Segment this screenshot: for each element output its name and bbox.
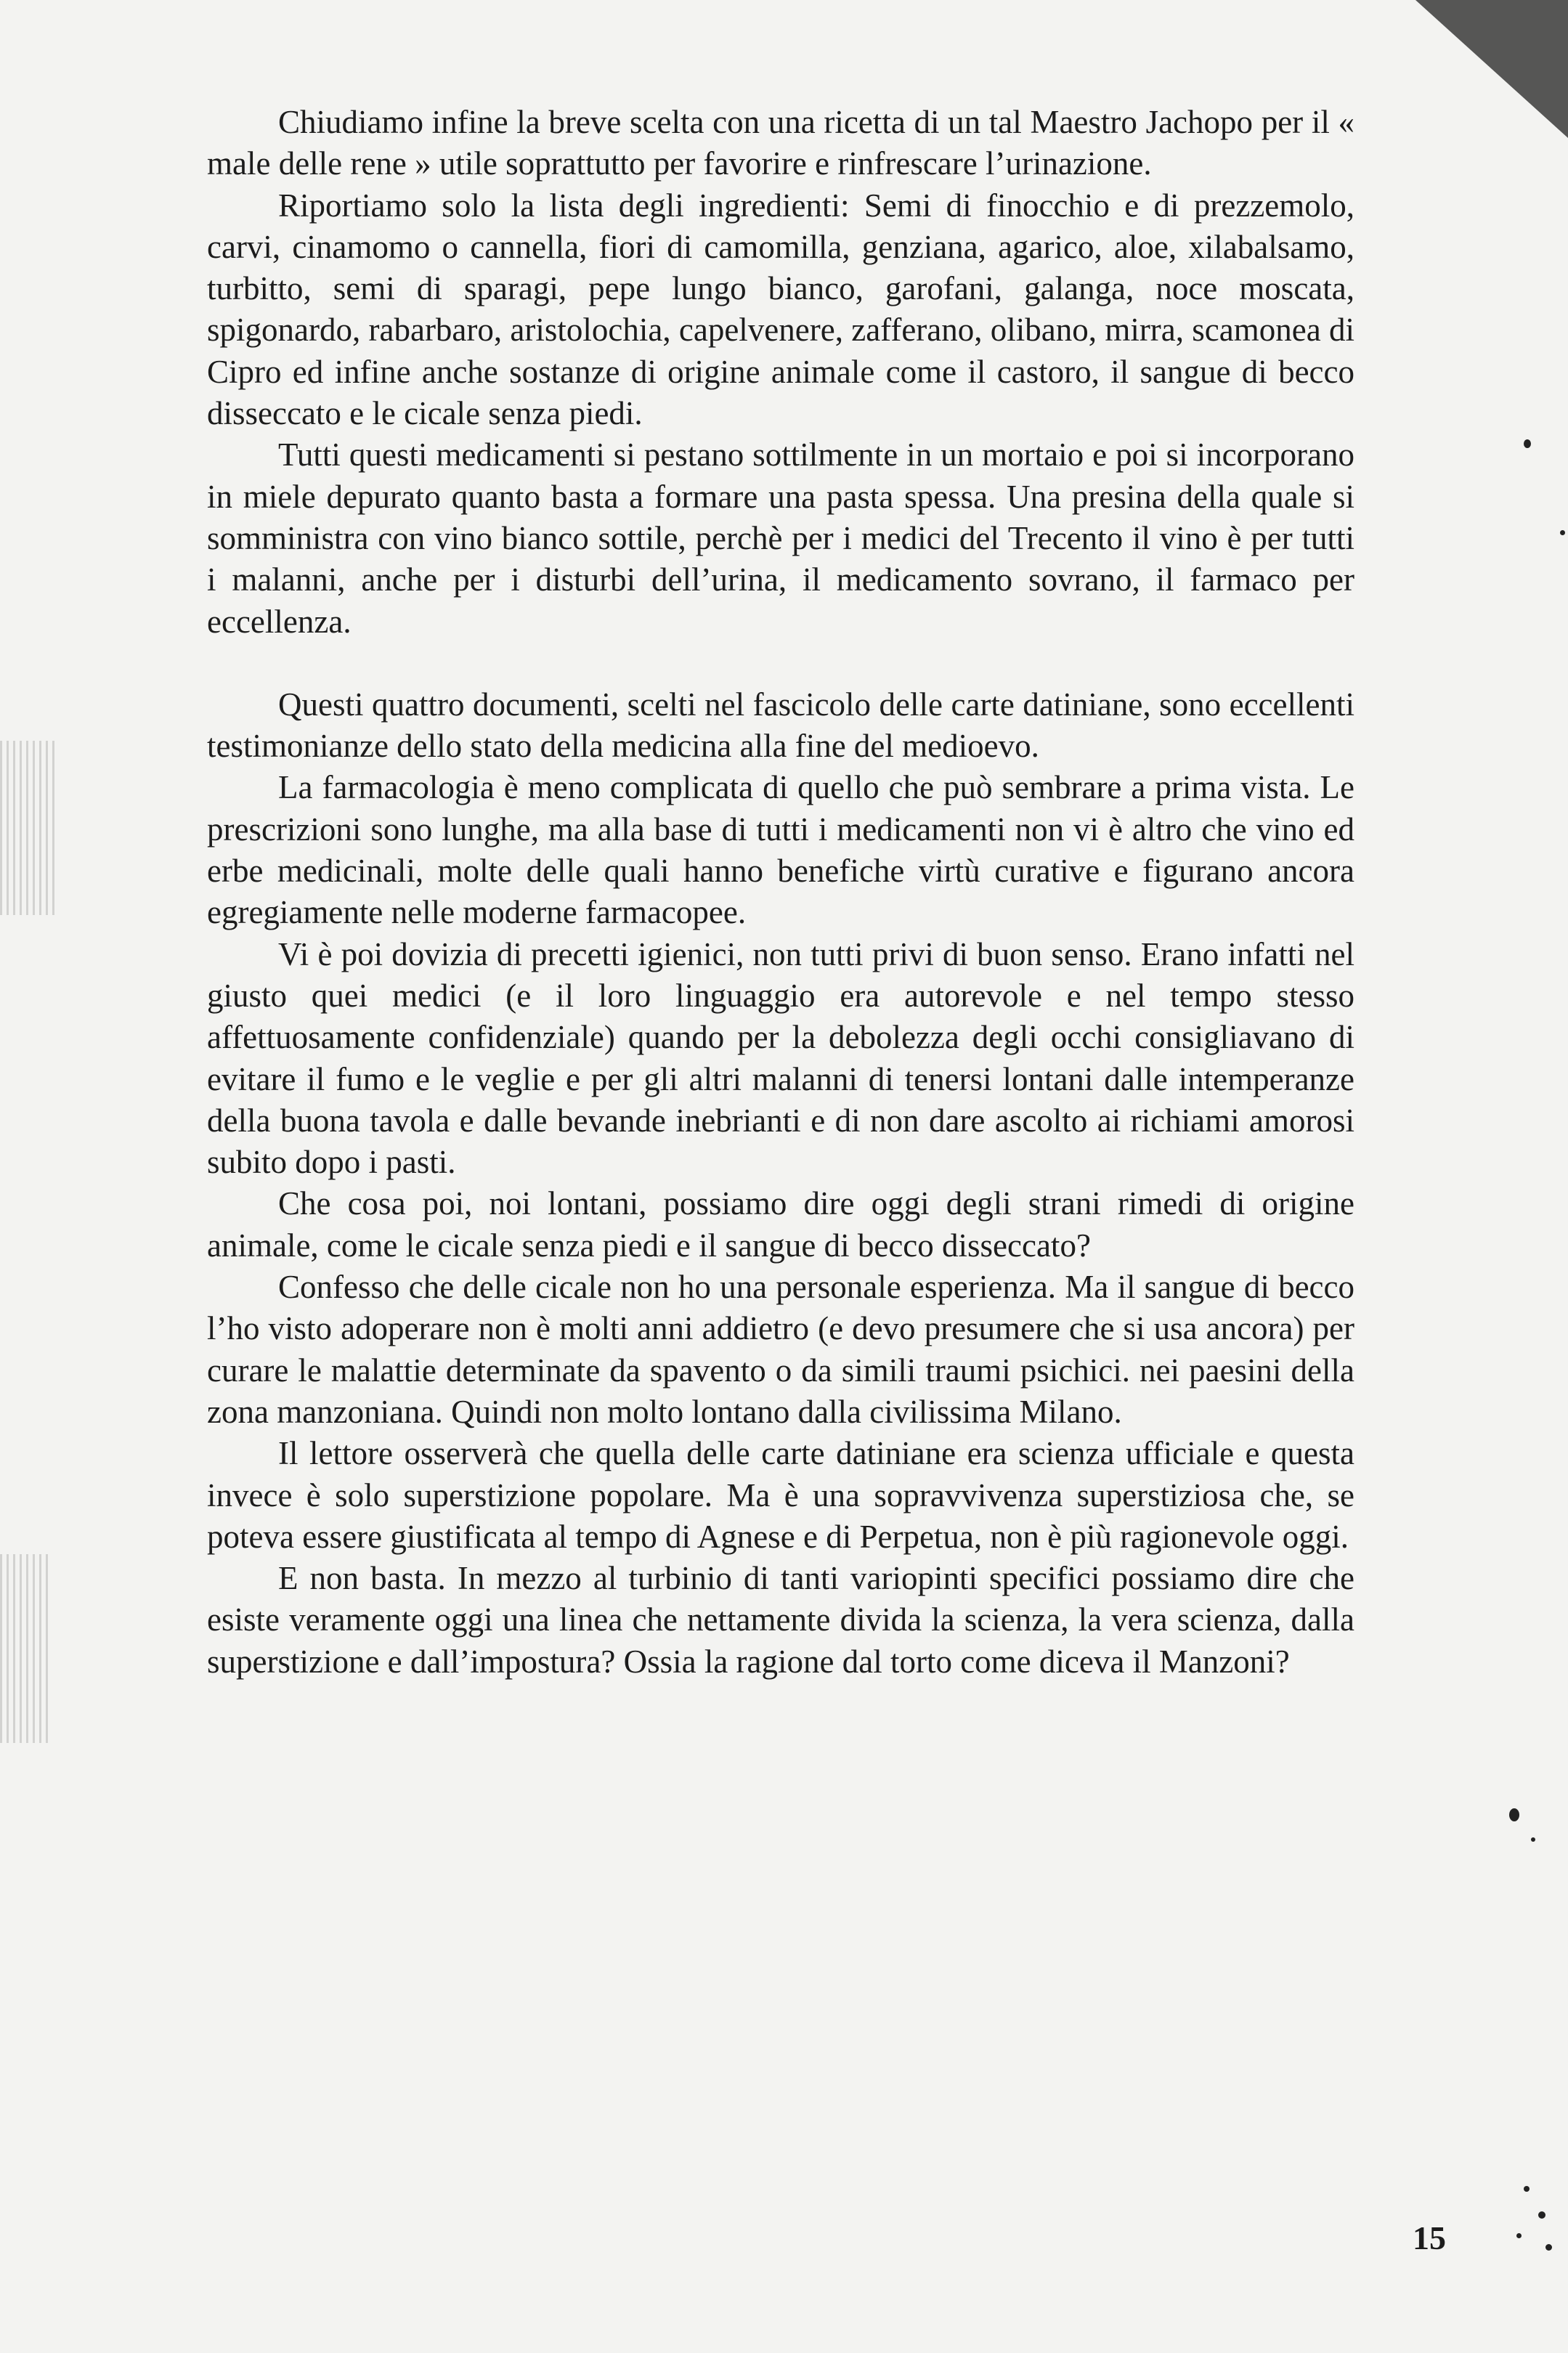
ink-speck <box>1545 2244 1552 2251</box>
ink-speck <box>1560 530 1565 535</box>
page-corner-shadow <box>1415 0 1568 138</box>
ink-speck <box>1524 439 1531 448</box>
ink-speck <box>1531 1837 1535 1842</box>
ink-speck <box>1538 2211 1545 2219</box>
paragraph: Riportiamo solo la lista degli ingredienti: Semi di finocchio e di prezzemolo, carvi, cinamomo o cannella, fiori di camomilla, genziana, agarico, aloe, xilabalsamo, turbitto, semi di sparagi, pepe lungo bianco, garofani, galanga, noce moscata, spigonardo, rabarbaro, aristolochia, capelvenere, zafferano, olibano, mirra, scamonea di Cipro ed infine anche sostanze di origine animale come il castoro, il sangue di becco disseccato e le cicale senza piedi. <box>207 187 1354 432</box>
paragraph: Questi quattro documenti, scelti nel fascicolo delle carte datiniane, sono eccellenti testimonianze dello stato della medicina alla fine del medioevo. <box>207 686 1354 765</box>
page-number: 15 <box>1413 2219 1446 2256</box>
paragraph: Tutti questi medicamenti si pestano sottilmente in un mortaio e poi si incorporano in miele depurato quanto basta a formare una pasta spessa. Una presina della quale si somministra con vino bianco sottile, perchè per i medici del Trecento il vino è per tutti i malanni, anche per i disturbi dell’urina, il medicamento sovrano, il farmaco per eccellenza. <box>207 436 1354 640</box>
paragraph: Che cosa poi, noi lontani, possiamo dire oggi degli strani rimedi di origine animale, come le cicale senza piedi e il sangue di becco disseccato? <box>207 1185 1354 1264</box>
ink-speck <box>1524 2186 1530 2192</box>
ink-speck <box>1516 2233 1522 2238</box>
body-text <box>207 102 1354 1683</box>
scan-smudge <box>0 741 58 915</box>
paragraph: E non basta. In mezzo al turbinio di tanti variopinti specifici possiamo dire che esiste veramente oggi una linea che nettamente divida la scienza, la vera scienza, dalla superstizione e dall’impostura? Ossia la ragione dal torto come diceva il Manzoni? <box>207 1560 1354 1680</box>
paragraph: La farmacologia è meno complicata di quello che può sembrare a prima vista. Le prescrizioni sono lunghe, ma alla base di tutti i medicamenti non vi è altro che vino ed erbe medicinali, molte delle quali hanno benefiche virtù curative e figurano ancora egregiamente nelle moderne farmacopee. <box>207 769 1354 931</box>
scan-smudge <box>0 1554 51 1743</box>
paragraph: Il lettore osserverà che quella delle carte datiniane era scienza ufficiale e questa invece è solo superstizione popolare. Ma è una sopravvivenza superstiziosa che, se poteva essere giustificata al tempo di Agnese e di Perpetua, non è più ragionevole oggi. <box>207 1435 1354 1555</box>
paragraph: Vi è poi dovizia di precetti igienici, non tutti privi di buon senso. Erano infatti nel giusto quei medici (e il loro linguaggio era autorevole e nel tempo stesso affettuosamente confidenziale) quando per la debolezza degli occhi consigliavano di evitare il fumo e le veglie e per gli altri malanni di tenersi lontani dalle intemperanze della buona tavola e dalle bevande inebrianti e di non dare ascolto ai richiami amorosi subito dopo i pasti. <box>207 935 1354 1181</box>
paragraph: Chiudiamo infine la breve scelta con una ricetta di un tal Maestro Jachopo per il « male delle rene » utile soprattutto per favorire e rinfrescare l’urinazione. <box>207 104 1354 182</box>
paragraph: Confesso che delle cicale non ho una personale esperienza. Ma il sangue di becco l’ho visto adoperare non è molti anni addietro (e devo presumere che si usa ancora) per curare le malattie determinate da spavento o da simili traumi psichici. nei paesini della zona manzoniana. Quindi non molto lontano dalla civilissima Milano. <box>207 1269 1354 1430</box>
ink-speck <box>1509 1808 1519 1821</box>
